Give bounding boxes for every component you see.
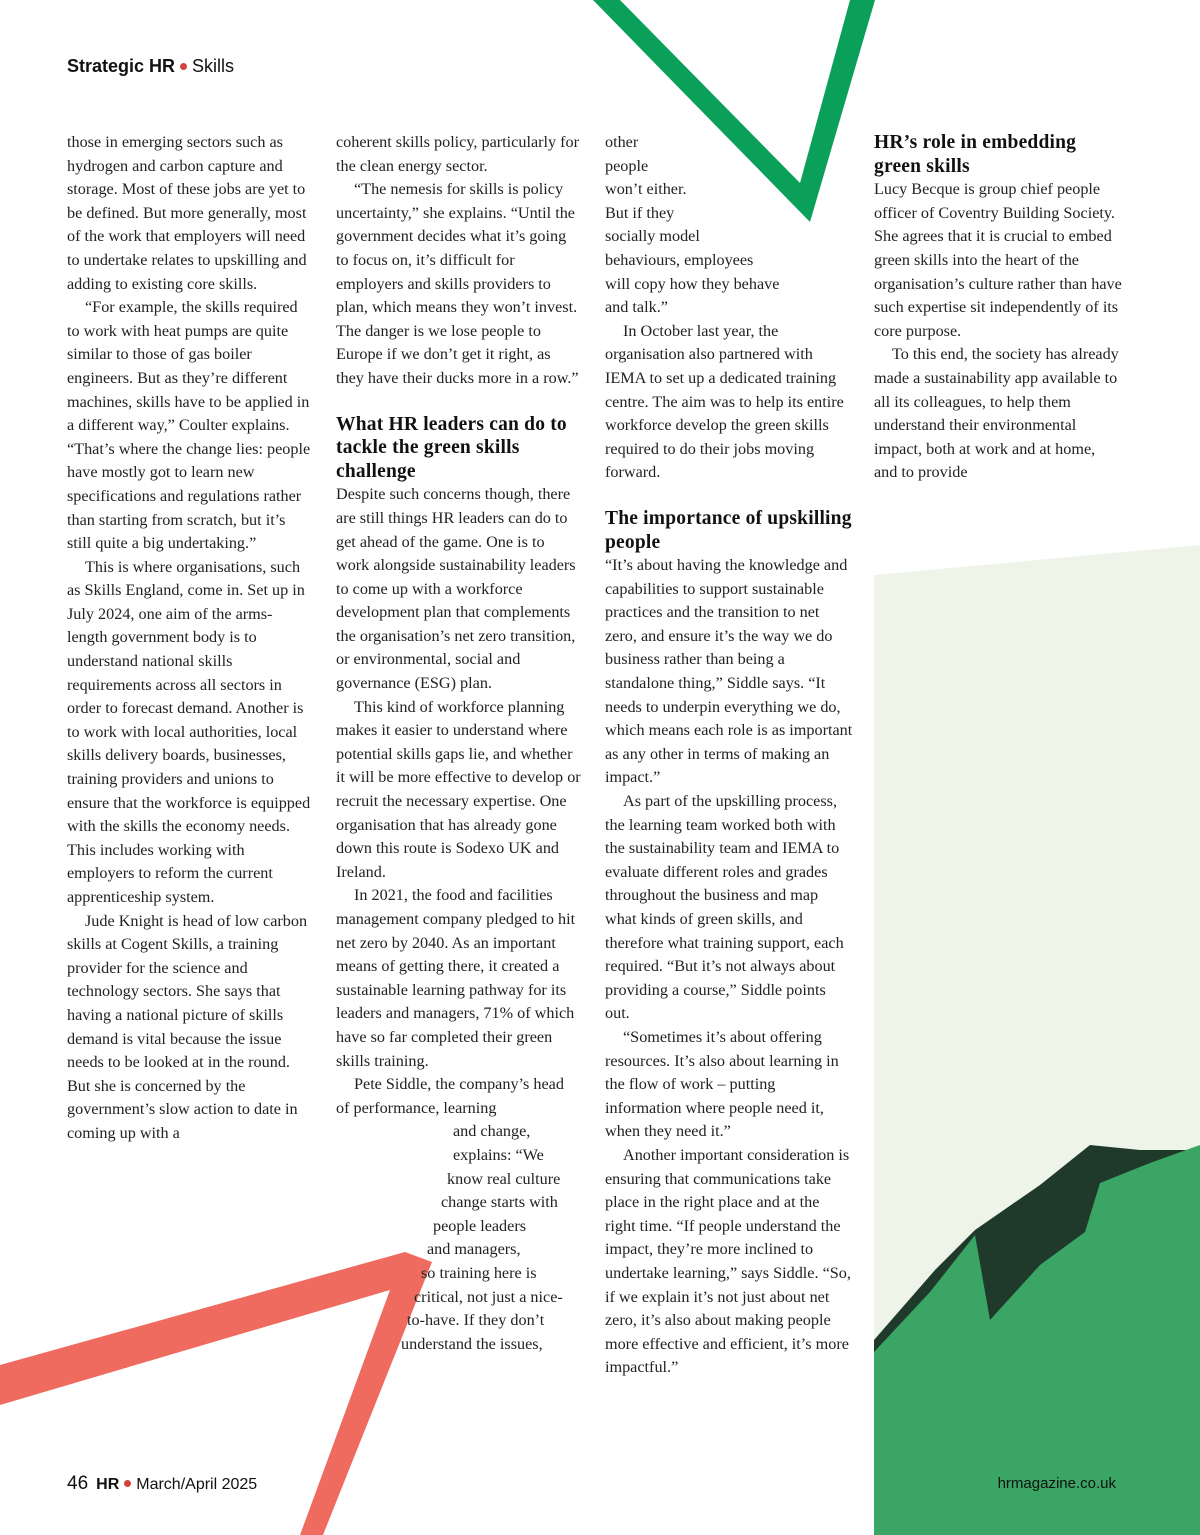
footer-dot — [124, 1480, 131, 1487]
section-label: Strategic HR — [67, 56, 176, 76]
paragraph: As part of the upskilling process, the learning team worked both with the sustainability team and IEMA to evaluate different roles and grades throughout the business and map what kinds of green skills, and therefore what training support, each required. “But it’s not always about providing a course,” Siddle points out. — [605, 792, 844, 1023]
column-1 — [67, 131, 312, 1146]
paragraph: To this end, the society has already made a sustainability app available to all its colleagues, to help them understand their environmental impact, both at work and at home, and to provide — [874, 345, 1119, 482]
paragraph: “Sometimes it’s about offering resources. It’s also about learning in the flow of work – putting information where people need it, when they need it.” — [605, 1027, 839, 1141]
text-line: But if they — [605, 203, 675, 222]
page-number: 46 — [67, 1473, 89, 1494]
paragraph: This is where organisations, such as Skills England, come in. Set up in July 2024, one aim of the arms-length government body is to understand national skills requirements across all sectors in order to forecast demand. Another is to work with local authorities, local skills delivery boards, businesses, training providers and unions to ensure that the workforce is equipped with the skills the economy needs. This includes working with employers to reform the current apprenticeship system. — [67, 557, 311, 906]
paragraph: In 2021, the food and facilities management company pledged to hit net zero by 2040. As an important means of getting there, it created a sustainable learning pathway for its leaders and managers, 71% of which have so far completed their green skills training. — [336, 886, 576, 1070]
text-line: people — [605, 156, 649, 175]
text-line: socially model — [605, 227, 700, 246]
column-4 — [874, 131, 1122, 485]
column-3 — [605, 131, 853, 1380]
text-line: won’t either. — [605, 180, 687, 199]
paragraph: In October last year, the organisation also partnered with IEMA to set up a dedicated training centre. The aim was to help its entire workforce develop the green skills required to do their jobs moving forward. — [605, 321, 844, 482]
text-line: will copy how they behave — [605, 274, 780, 293]
text-line: other — [605, 133, 639, 151]
section-header — [67, 56, 234, 77]
text-line: and talk.” — [605, 298, 668, 317]
paragraph: Jude Knight is head of low carbon skills at Cogent Skills, a training provider for the science and technology sectors. She says that having a national picture of skills demand is vital because the issue needs to be looked at in the round. But she is concerned by the government’s slow action to date in coming up with a — [67, 911, 308, 1142]
text-line: and change, — [453, 1122, 531, 1141]
paragraph: Lucy Becque is group chief people officer of Coventry Building Society. She agrees that it is crucial to embed green skills into the heart of the organisation’s culture rather than have such expertise sit independently of its core purpose. — [874, 180, 1122, 340]
subheading: HR’s role in embedding green skills — [874, 132, 1077, 177]
topic-label: Skills — [192, 56, 235, 76]
text-line: behaviours, employees — [605, 250, 754, 269]
subheading: What HR leaders can do to tackle the green skills challenge — [336, 413, 567, 482]
website-link[interactable]: hrmagazine.co.uk — [997, 1475, 1116, 1492]
paragraph: This kind of workforce planning makes it easier to understand where potential skills gaps lie, and whether it will be more effective to develop or recruit the necessary expertise. One organisation that has already gone down this route is Sodexo UK and Ireland. — [336, 697, 581, 881]
text-line: to-have. If they don’t — [407, 1311, 545, 1330]
magazine-name: HR — [96, 1476, 120, 1493]
text-line: critical, not just a nice- — [414, 1287, 563, 1306]
paragraph: those in emerging sectors such as hydrogen and carbon capture and storage. Most of these jobs are yet to be defined. But more generally, most of the work that employers will need to undertake relates to upskilling and adding to existing core skills. — [67, 133, 307, 293]
footer-issue — [67, 1473, 257, 1495]
text-line: so training here is — [421, 1263, 537, 1282]
text-line: people leaders — [433, 1216, 527, 1235]
paragraph: Despite such concerns though, there are still things HR leaders can do to get ahead of the game. One is to work alongside sustainability leaders to come up with a workforce development plan that complements the organisation’s net zero transition, or environmental, social and governance (ESG) plan. — [336, 485, 576, 693]
paragraph: Pete Siddle, the company’s head of performance, learning — [336, 1075, 564, 1117]
subheading: The importance of upskilling people — [605, 507, 852, 553]
text-line: understand the issues, — [401, 1334, 543, 1353]
header-dot — [180, 63, 187, 70]
column-2 — [336, 131, 581, 1356]
paragraph: “For example, the skills required to work with heat pumps are quite similar to those of gas boiler engineers. But as they’re different machines, skills have to be applied in a different way,” Coulter explains. “That’s where the change lies: people have mostly got to learn new specifications and regulations rather than starting from scratch, but it’s still quite a big undertaking.” — [67, 298, 311, 553]
paragraph: Another important consideration is ensuring that communications take place in the right place and at the right time. “If people understand the impact, they’re more inclined to undertake learning,” says Siddle. “So, if we explain it’s not just about net zero, it’s also about making people more effective and efficient, it’s more impactful.” — [605, 1145, 851, 1377]
text-line: explains: “We — [453, 1145, 544, 1164]
paragraph: “It’s about having the knowledge and capabilities to support sustainable practices and the transition to net zero, and ensure it’s the way we do business rather than being a standalone thing,” Siddle says. “It needs to underpin everything we do, which means each role is as important as any other in terms of making an impact.” — [605, 556, 853, 787]
paragraph: “The nemesis for skills is policy uncertainty,” she explains. “Until the government decides what it’s going to focus on, it’s difficult for employers and skills providers to plan, which means they won’t invest. The danger is we lose people to Europe if we don’t get it right, as they have their ducks more in a row.” — [336, 180, 579, 387]
text-line: and managers, — [427, 1240, 521, 1259]
issue-date: March/April 2025 — [136, 1476, 258, 1493]
text-line: know real culture — [447, 1169, 561, 1188]
paragraph: coherent skills policy, particularly for the clean energy sector. — [336, 133, 580, 175]
text-line: change starts with — [441, 1193, 558, 1212]
